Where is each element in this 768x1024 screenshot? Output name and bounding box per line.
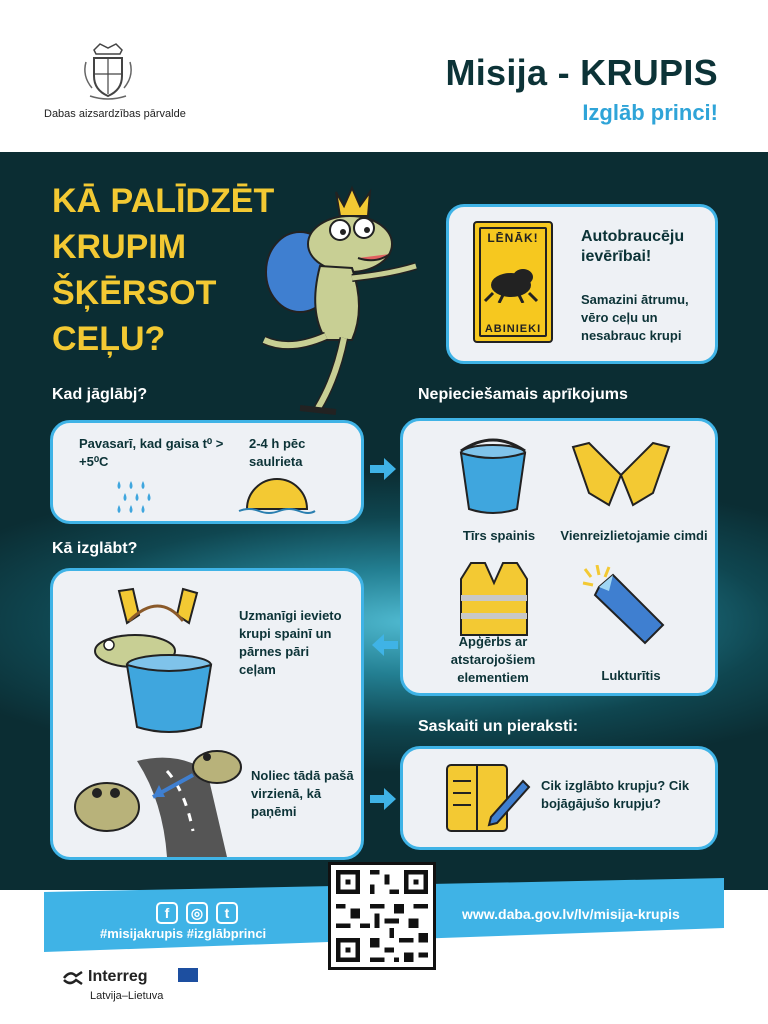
how-step2-text: Noliec tādā pašā virzienā, kā paņēmi — [251, 768, 354, 819]
reflective-vest-icon — [457, 561, 531, 637]
count-label: Saskaiti un pieraksti: — [418, 718, 579, 735]
when-temperature-text: Pavasarī, kad gaisa t⁰ > +5⁰C — [79, 436, 224, 469]
arrow-right-icon — [370, 458, 396, 480]
equipment-card — [400, 418, 718, 696]
headline-line: CEĻU? — [52, 320, 166, 358]
drivers-text: Samazini ātrumu, vēro ceļu un nesabrauc krupi — [581, 292, 689, 343]
sunset-icon — [237, 473, 317, 517]
frog-prince-icon — [240, 182, 440, 422]
instagram-icon[interactable]: ◎ — [186, 902, 208, 924]
interreg-subtitle: Latvija–Lietuva — [90, 990, 164, 1002]
main-panel — [0, 152, 768, 890]
count-text: Cik izglābto krupju? Cik bojāgājušo krupju? — [541, 778, 690, 811]
facebook-icon[interactable]: f — [156, 902, 178, 924]
how-step1-text: Uzmanīgi ievieto krupi spainī un pārnes pāri ceļam — [239, 608, 342, 677]
bucket-label: Tīrs spainis — [462, 528, 536, 543]
how-card — [50, 568, 364, 860]
interreg-name: Interreg — [88, 968, 148, 985]
page-subtitle: Izglāb princi! — [582, 100, 718, 125]
header — [0, 0, 768, 152]
sign-top-text: LĒNĀK! — [487, 231, 539, 245]
twitter-icon[interactable]: t — [216, 902, 238, 924]
amphibian-road-sign — [473, 221, 553, 343]
when-time-text: 2-4 h pēc saulrieta — [249, 436, 306, 469]
flashlight-label: Lukturītis — [601, 668, 661, 683]
count-card — [400, 746, 718, 850]
gloves-label: Vienreizlietojamie cimdi — [560, 528, 708, 543]
when-card — [50, 420, 364, 524]
bucket-icon — [453, 435, 533, 515]
hashtags: #misijakrupis #izglābprinci — [100, 926, 267, 941]
drivers-card — [446, 204, 718, 364]
page-title: Misija - KRUPIS — [445, 52, 718, 93]
eu-flag-icon — [178, 968, 198, 982]
interreg-logo-icon — [62, 970, 84, 986]
qr-code-icon[interactable] — [328, 862, 436, 970]
sign-bottom-text: ABINIEKI — [484, 323, 542, 335]
headline-line: KĀ PALĪDZĒT — [52, 182, 275, 220]
toad-silhouette-icon — [483, 263, 539, 303]
headline-line: KRUPIM — [52, 228, 187, 266]
coat-of-arms-icon — [80, 40, 136, 102]
how-label: Kā izglābt? — [52, 540, 138, 557]
vest-label: Apģērbs ar atstarojošiem elementiem — [450, 634, 536, 685]
road-crossing-icon — [67, 731, 247, 857]
arrow-left-icon — [372, 634, 398, 656]
flashlight-icon — [581, 565, 667, 651]
arrow-right-icon — [370, 788, 396, 810]
equipment-label: Nepieciešamais aprīkojums — [418, 386, 628, 403]
drivers-title: Autobraucēju ievērībai! — [581, 228, 685, 265]
rain-icon — [111, 479, 161, 515]
org-name: Dabas aizsardzības pārvalde — [44, 108, 186, 120]
website-link[interactable]: www.daba.gov.lv/lv/misija-krupis — [462, 906, 680, 922]
notebook-pen-icon — [443, 759, 531, 837]
toad-in-bucket-icon — [79, 585, 229, 735]
headline-line: ŠĶĒRSOT — [52, 274, 217, 312]
gloves-icon — [569, 441, 673, 509]
when-label: Kad jāglābj? — [52, 386, 148, 403]
